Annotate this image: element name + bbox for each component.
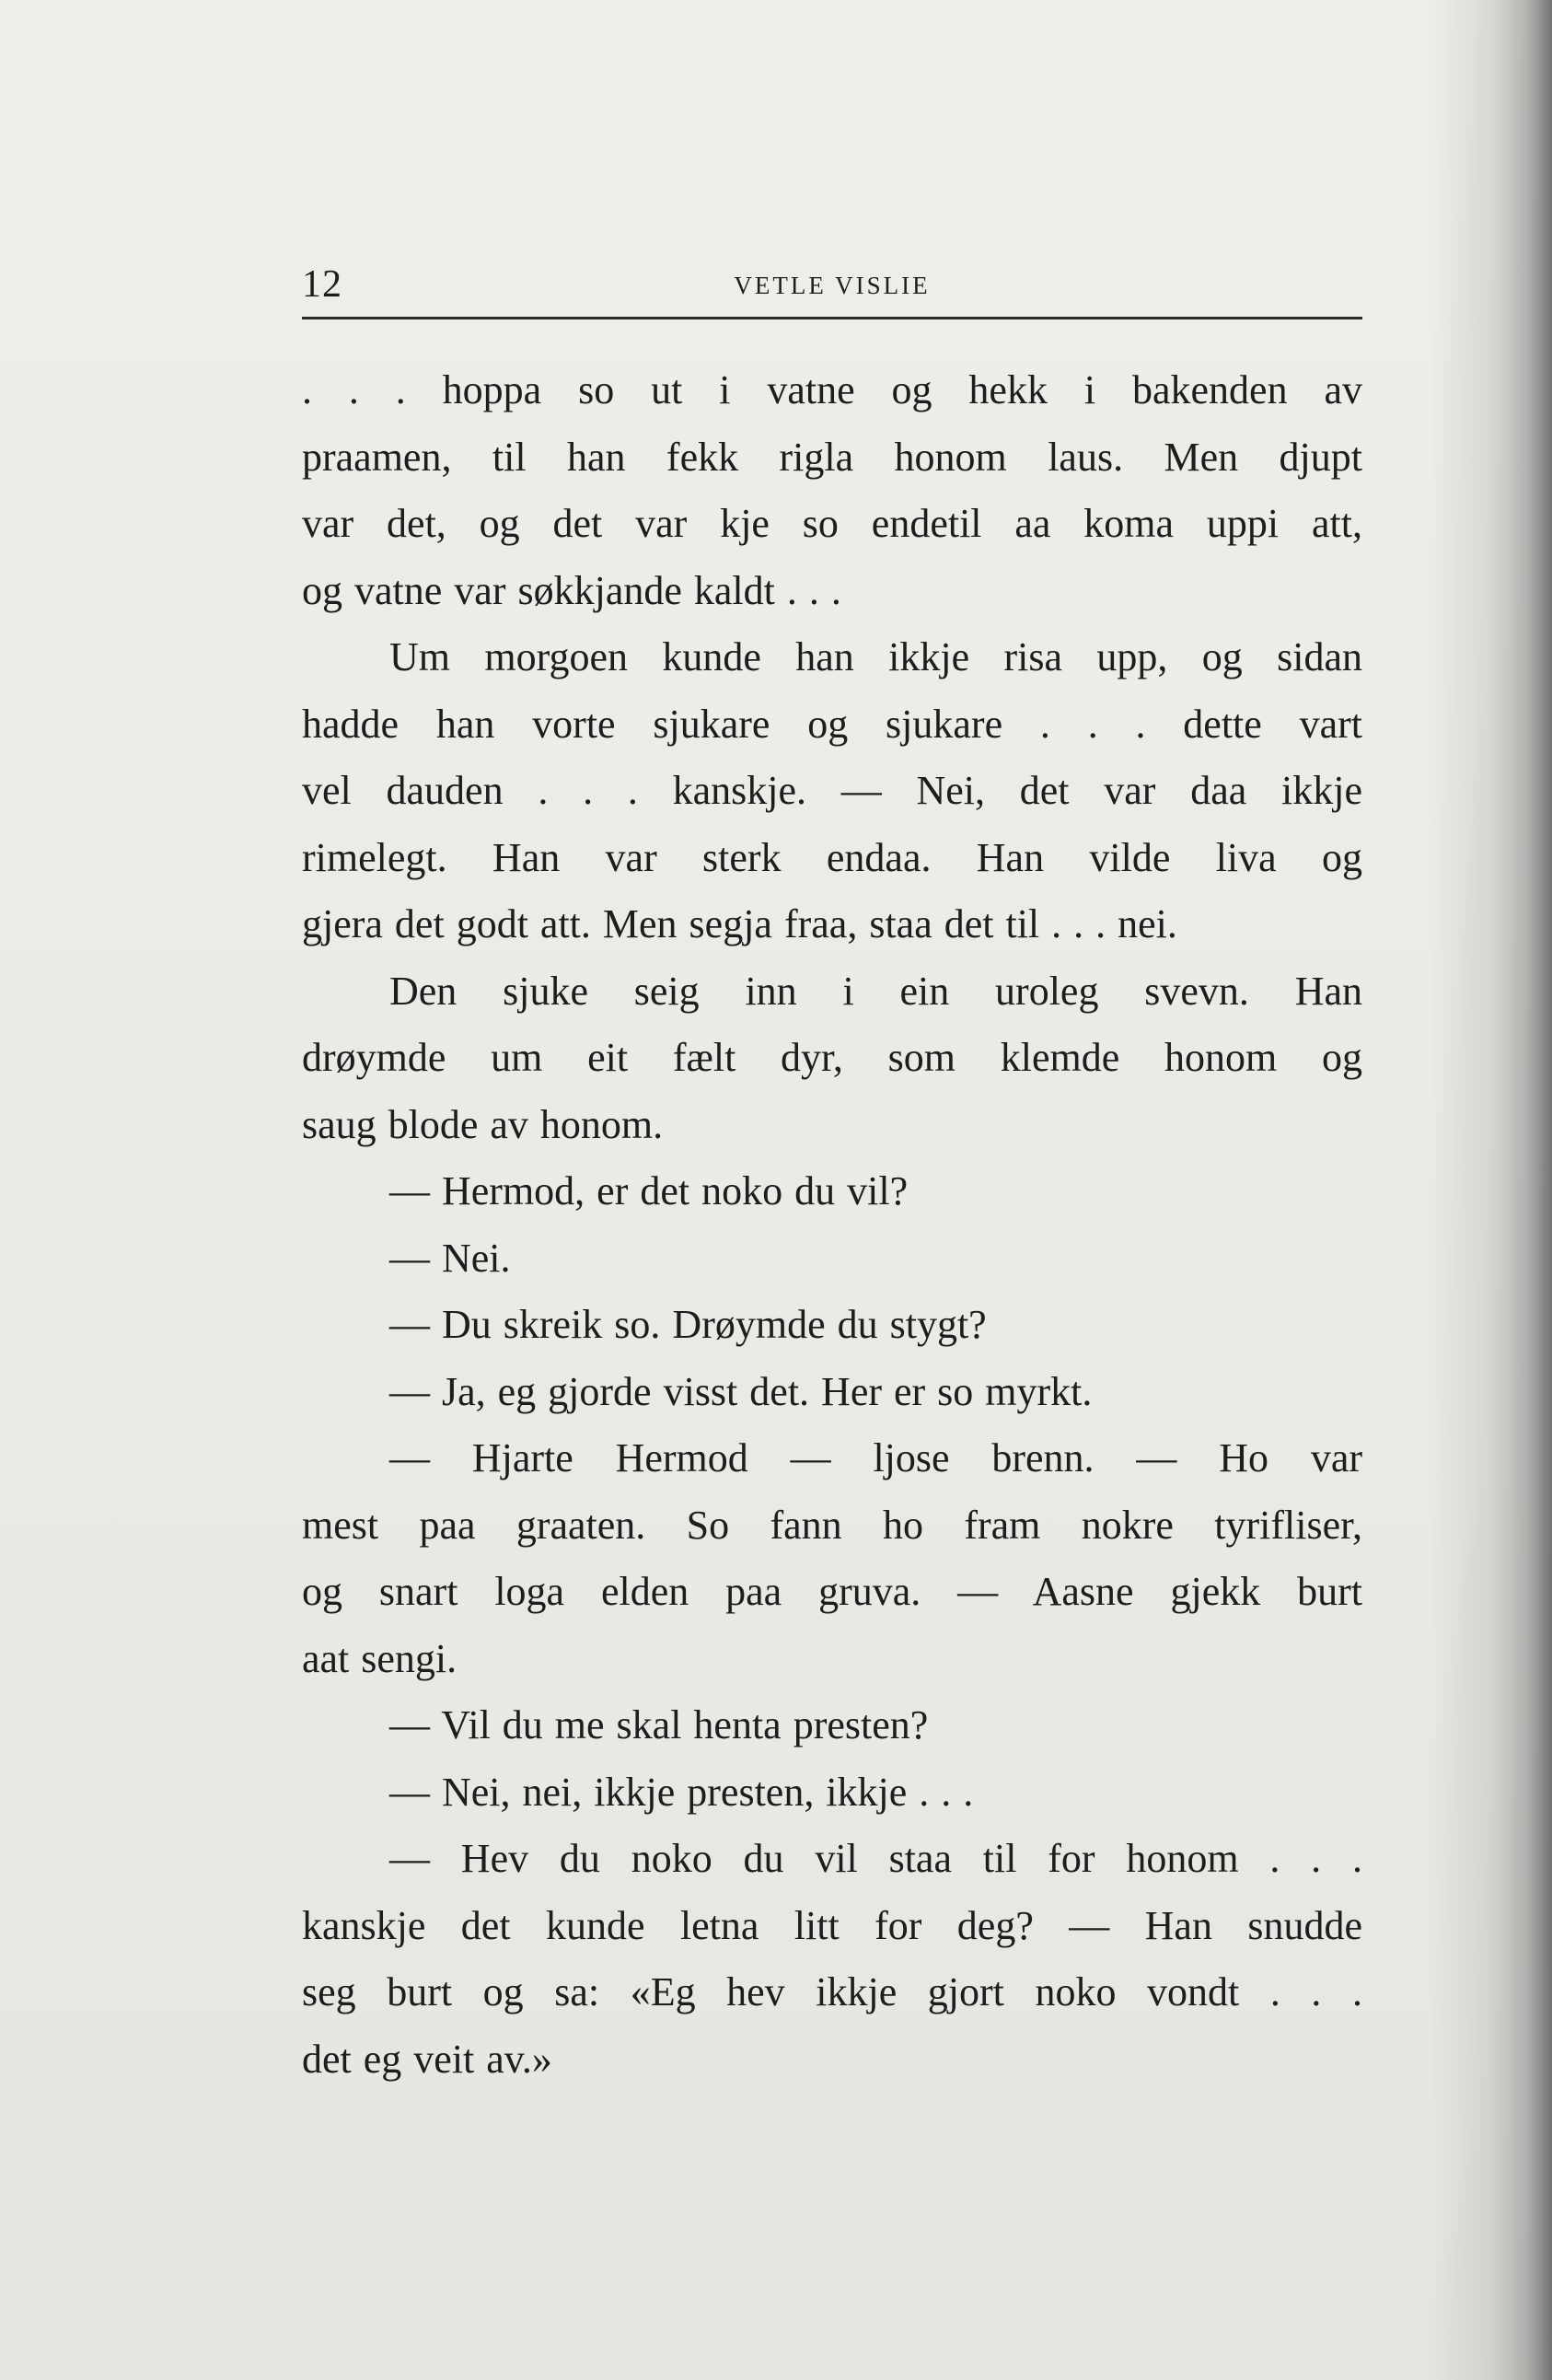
text-line: praamen, til han fekk rigla honom laus. Men djupt xyxy=(302,434,1362,480)
text-line: det eg veit av.» xyxy=(302,2036,552,2082)
text-line: — Du skreik so. Drøymde du stygt? xyxy=(389,1302,987,1347)
body-text xyxy=(302,357,1362,2093)
text-line: og vatne var søkkjande kaldt . . . xyxy=(302,567,841,613)
text-line: Den sjuke seig inn i ein uroleg svevn. Han xyxy=(389,968,1362,1014)
text-line: drøymde um eit fælt dyr, som klemde honom og xyxy=(302,1035,1362,1080)
running-title: VETLE VISLIE xyxy=(734,272,931,299)
page-header xyxy=(302,260,1362,320)
text-line: vel dauden . . . kanskje. — Nei, det var daa ikkje xyxy=(302,768,1362,813)
text-line: og snart loga elden paa gruva. — Aasne gjekk burt xyxy=(302,1569,1362,1614)
text-line: Um morgoen kunde han ikkje risa upp, og sidan xyxy=(389,634,1362,679)
text-line: saug blode av honom. xyxy=(302,1101,664,1147)
text-line: mest paa graaten. So fann ho fram nokre tyrifliser, xyxy=(302,1502,1362,1548)
text-line: aat sengi. xyxy=(302,1635,457,1681)
header-rule xyxy=(302,317,1362,319)
text-line: — Nei, nei, ikkje presten, ikkje . . . xyxy=(389,1769,974,1815)
text-line: — Hermod, er det noko du vil? xyxy=(389,1168,909,1213)
text-line: — Hev du noko du vil staa til for honom . . . xyxy=(389,1836,1362,1881)
text-line: — Nei. xyxy=(389,1235,511,1281)
text-line: hadde han vorte sjukare og sjukare . . . dette vart xyxy=(302,701,1362,747)
page-number: 12 xyxy=(302,263,342,306)
text-line: — Vil du me skal henta presten? xyxy=(389,1702,929,1747)
spine-shadow xyxy=(1510,0,1552,2380)
text-line: — Hjarte Hermod — ljose brenn. — Ho var xyxy=(389,1435,1362,1480)
text-line: seg burt og sa: «Eg hev ikkje gjort noko vondt . . . xyxy=(302,1969,1362,2014)
text-line: kanskje det kunde letna litt for deg? — Han snudde xyxy=(302,1902,1362,1948)
text-line: — Ja, eg gjorde visst det. Her er so myrkt. xyxy=(389,1368,1093,1414)
text-line: rimelegt. Han var sterk endaa. Han vilde liva og xyxy=(302,834,1362,880)
text-line: . . . hoppa so ut i vatne og hekk i bakenden av xyxy=(302,367,1362,412)
text-line: var det, og det var kje so endetil aa koma uppi att, xyxy=(302,501,1362,546)
text-line: gjera det godt att. Men segja fraa, staa det til . . . nei. xyxy=(302,901,1177,946)
